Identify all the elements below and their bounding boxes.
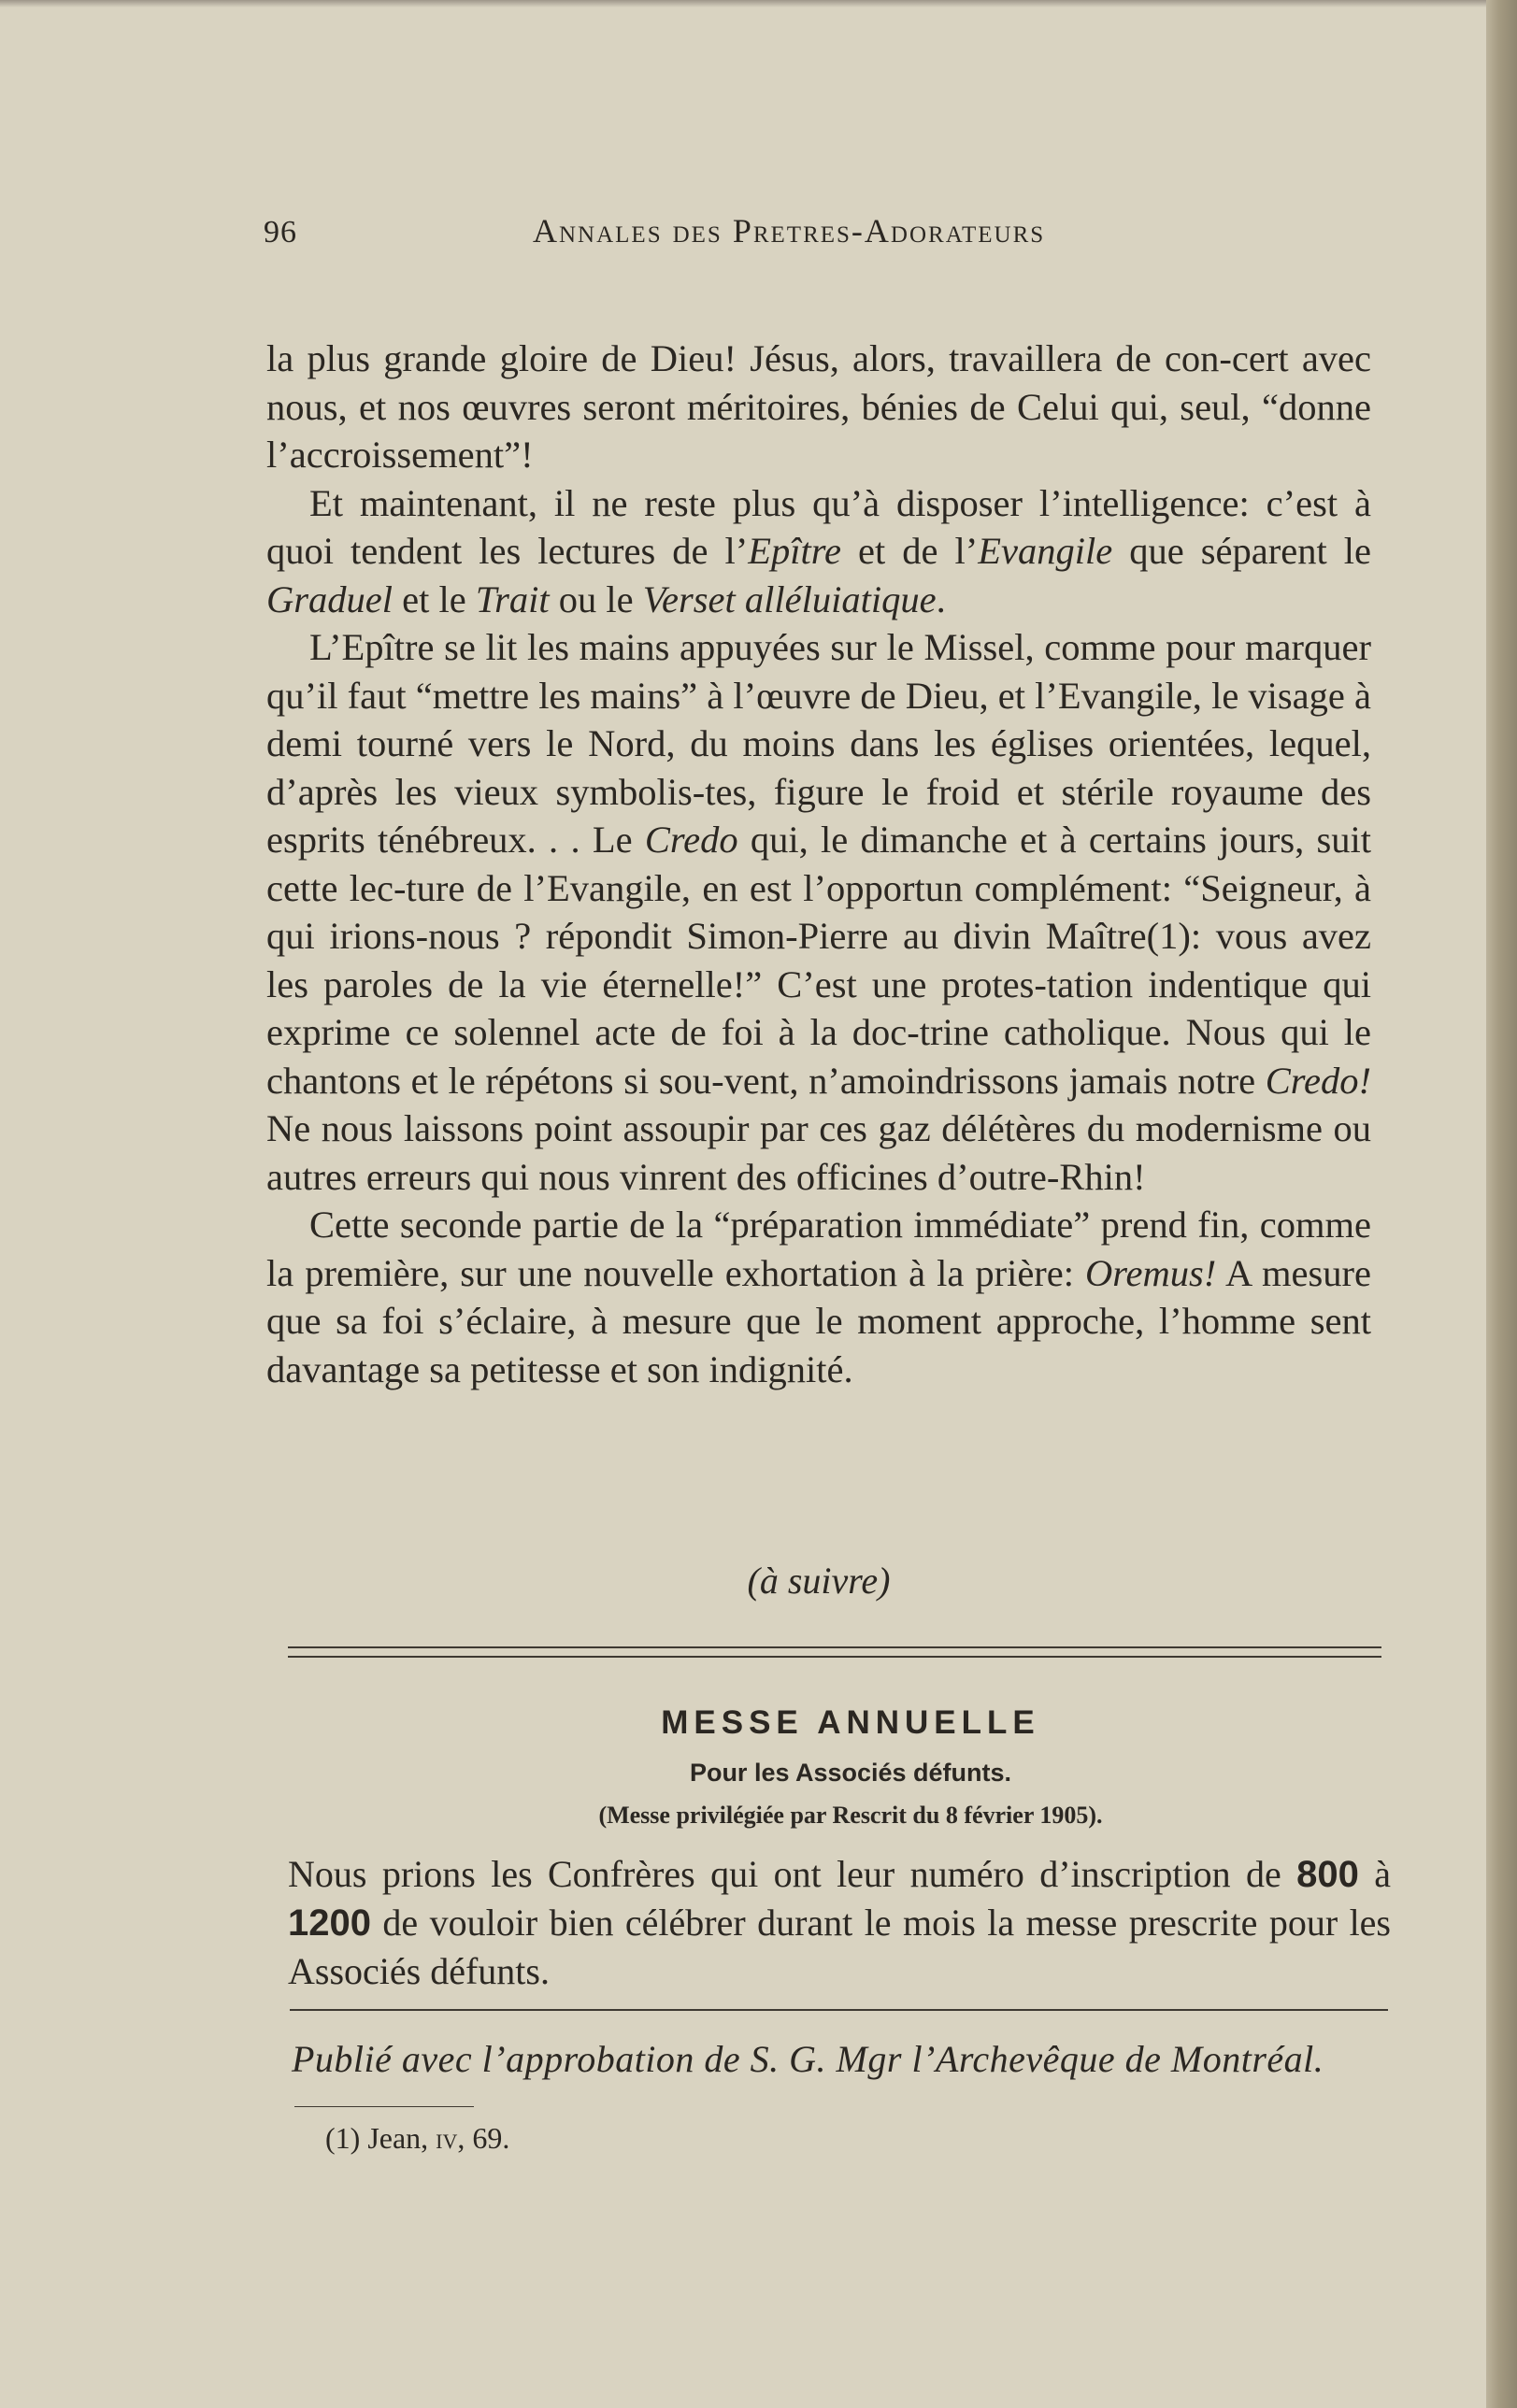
page-number: 96: [264, 215, 297, 249]
approbation: Publié avec l’approbation de S. G. Mgr l’Archevêque de Montréal.: [292, 2038, 1324, 2080]
to-be-continued: (à suivre): [747, 1560, 891, 1602]
running-title: Annales des Pretres-Adorateurs: [533, 212, 1046, 249]
footnote-rule: [294, 2106, 474, 2107]
term-oremus: Oremus!: [1085, 1251, 1217, 1294]
messe-title: MESSE ANNUELLE: [661, 1704, 1040, 1741]
term-trait: Trait: [475, 577, 550, 620]
term-graduel: Graduel: [266, 577, 393, 620]
number-to: 1200: [288, 1902, 371, 1944]
divider-approbation: [290, 2009, 1388, 2011]
divider-bottom-line: [288, 1656, 1381, 1658]
page-edge: [1486, 0, 1517, 2408]
messe-text: Nous prions les Confrères qui ont leur numéro d’inscription de 800 à 1200 de vouloir bien célébrer durant le mois la messe prescrite pour les Associés défunts.: [288, 1853, 1391, 1992]
paragraph-4: Cette seconde partie de la “préparation immédiate” prend fin, comme la première, sur une nouvelle exhortation à la prière: Oremus! A mesure que sa foi s’éclaire, à mesure que le moment approche, l’homme sent davantage sa petitesse et son indignité.: [266, 1204, 1371, 1390]
term-verset: Verset alléluiatique: [642, 577, 937, 620]
messe-note: (Messe privilégiée par Rescrit du 8 février 1905).: [598, 1802, 1103, 1829]
term-evangile: Evangile: [978, 530, 1113, 572]
term-credo: Credo: [644, 819, 738, 861]
footnote: (1) Jean, iv, 69.: [325, 2121, 510, 2155]
page-header: [264, 207, 1357, 254]
page-top-edge: [0, 0, 1486, 7]
term-epitre: Epître: [748, 530, 841, 572]
messe-subtitle: Pour les Associés défunts.: [689, 1759, 1012, 1787]
paragraph-2: Et maintenant, il ne reste plus qu’à disposer l’intelligence: c’est à quoi tendent les lectures de l’Epître et de l’Evangile que séparent le Graduel et le Trait ou le Verset alléluiatique.: [266, 481, 1371, 620]
article-body: [266, 335, 1371, 1393]
paragraph-3: L’Epître se lit les mains appuyées sur le Missel, comme pour marquer qu’il faut “mettre les mains” à l’œuvre de Dieu, et l’Evangile, le visage à demi tourné vers le Nord, du moins dans les églises orientées, lequel, d’après les vieux symbolis-tes, figure le froid et stérile royaume des esprits ténébreux. . . Le Credo qui, le dimanche et à certains jours, suit cette lec-ture de l’Evangile, en est l’opportun complément: “Seigneur, à qui irions-nous ? répondit Simon-Pierre au divin Maître(1): vous avez les paroles de la vie éternelle!” C’est une protes-tation indentique qui exprime ce solennel acte de foi à la doc-trine catholique. Nous qui le chantons et le répétons si sou-vent, n’amoindrissons jamais notre Credo! Ne nous laissons point assoupir par ces gaz délétères du modernisme ou autres erreurs qui nous vinrent des officines d’outre-Rhin!: [266, 626, 1372, 1198]
term-credo-2: Credo!: [1265, 1059, 1371, 1102]
divider-top-line: [288, 1646, 1381, 1648]
paragraph-1: la plus grande gloire de Dieu! Jésus, alors, travaillera de con-cert avec nous, et nos œuvres seront méritoires, bénies de Celui qui, seul, “donne l’accroissement”!: [266, 337, 1371, 476]
number-from: 800: [1296, 1854, 1359, 1895]
